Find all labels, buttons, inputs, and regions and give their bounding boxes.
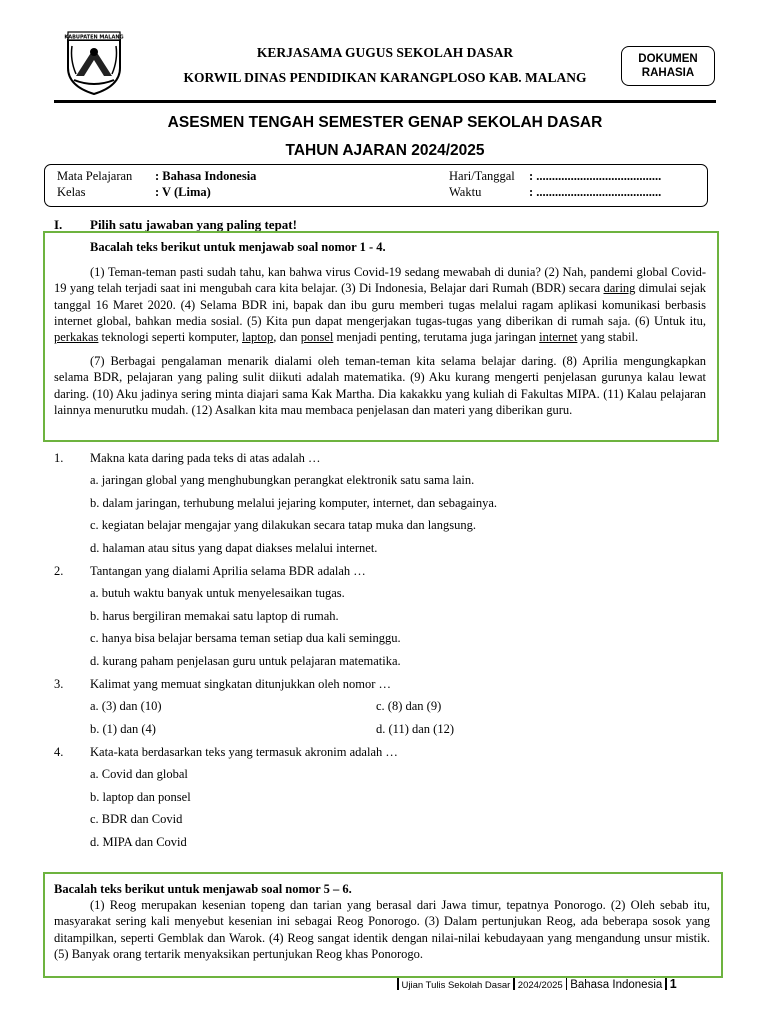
word-internet: internet <box>539 330 578 345</box>
section-number: I. <box>54 217 63 232</box>
reading-1-heading: Bacalah teks berikut untuk menjawab soal nomor 1 - 4. <box>90 240 386 254</box>
subject-value: : Bahasa Indonesia <box>155 169 257 183</box>
question-2-option-b[interactable]: b. harus bergiliran memakai satu laptop di rumah. <box>90 609 339 623</box>
footer-subject: Bahasa Indonesia <box>570 979 663 991</box>
reading-passage-1 <box>43 231 719 442</box>
subject-label: Mata Pelajaran <box>57 169 133 183</box>
question-1-option-b[interactable]: b. dalam jaringan, terhubung melalui jejaring komputer, internet, dan sebagainya. <box>90 496 498 510</box>
question-1-option-d[interactable]: d. halaman atau situs yang dapat diakses melalui internet. <box>90 541 378 555</box>
class-label: Kelas <box>57 185 86 199</box>
confidential-badge <box>621 46 715 86</box>
header-divider <box>54 100 716 103</box>
question-3-text: Kalimat yang memuat singkatan ditunjukkan oleh nomor … <box>90 677 391 691</box>
badge-line-1: DOKUMEN <box>638 53 698 65</box>
exam-title: ASESMEN TENGAH SEMESTER GENAP SEKOLAH DASAR <box>167 114 603 131</box>
info-row-2 <box>45 185 707 201</box>
badge-line-2: RAHASIA <box>641 67 695 79</box>
reading-1-paragraph-1: (1) Teman-teman pasti sudah tahu, kan bahwa virus Covid-19 sedang mewabah di dunia? (2) Nah, pandemi global Covid-19 yang telah terjadi saat ini mengubah cara kita belajar. (3) Di Indonesia, Belajar dari Rumah (BDR) secara daring dimulai sejak tanggal 16 Maret 2020. (4) Selama BDR ini, bapak dan ibu guru memberi tugas melalui ragam aplikasi komunikasi berbasis internet global, bahkan media sosial. (5) Kita pun dapat mengerjakan tugas-tugas yang diberikan di rumah saja. (6) Untuk itu, perkakas teknologi seperti komputer, laptop, dan ponsel menjadi penting, terutama juga jaringan internet yang stabil. <box>54 265 706 345</box>
question-3-option-a[interactable]: a. (3) dan (10) <box>90 699 162 713</box>
footer-separator <box>397 978 399 990</box>
logo-text: KABUPATEN MALANG <box>64 34 124 41</box>
question-4-text: Kata-kata berdasarkan teks yang termasuk akronim adalah … <box>90 745 398 759</box>
exam-info-box <box>44 164 708 207</box>
footer-separator <box>513 978 515 990</box>
question-2-option-c[interactable]: c. hanya bisa belajar bersama teman setiap dua kali seminggu. <box>90 631 401 645</box>
date-value[interactable]: : ........................................ <box>529 169 662 183</box>
date-label: Hari/Tanggal <box>449 169 515 183</box>
question-1-text: Makna kata daring pada teks di atas adalah … <box>90 451 321 465</box>
footer-exam: Ujian Tulis Sekolah Dasar <box>401 980 511 991</box>
question-4-option-c[interactable]: c. BDR dan Covid <box>90 812 183 826</box>
word-laptop: laptop <box>242 330 274 345</box>
word-daring: daring <box>603 281 636 296</box>
class-value: : V (Lima) <box>155 185 211 199</box>
reading-passage-2 <box>43 872 723 978</box>
question-3-option-b[interactable]: b. (1) dan (4) <box>90 722 156 736</box>
footer-separator <box>665 978 667 990</box>
header-line-2: KORWIL DINAS PENDIDIKAN KARANGPLOSO KAB. MALANG <box>183 70 587 85</box>
question-3-option-d[interactable]: d. (11) dan (12) <box>376 722 454 736</box>
word-ponsel: ponsel <box>300 330 334 345</box>
section-instruction: Pilih satu jawaban yang paling tepat! <box>90 217 297 232</box>
time-value[interactable]: : ........................................ <box>529 185 662 199</box>
footer-separator <box>566 978 568 990</box>
question-2-option-a[interactable]: a. butuh waktu banyak untuk menyelesaikan tugas. <box>90 586 345 600</box>
page-footer <box>394 977 677 991</box>
reading-2-paragraph-1: (1) Reog merupakan kesenian topeng dan tarian yang berasal dari Jawa timur, tepatnya Ponorogo. (2) Oleh sebab itu, masyarakat sering kali menyebut kesenian ini sebagai Reog Ponorogo. (3) Dalam pertunjukan Reog, ada beberapa sosok yang ditampilkan, seperti Gemblak dan Warok. (4) Reog sangat identik dengan nilai-nilai kebudayaan yang mengandung unsur mistik. (5) Banyak orang tertarik menyaksikan pertunjukan Reog khas Ponorogo. <box>54 898 710 961</box>
question-4-option-b[interactable]: b. laptop dan ponsel <box>90 790 191 804</box>
time-label: Waktu <box>449 185 482 199</box>
question-4-option-d[interactable]: d. MIPA dan Covid <box>90 835 187 849</box>
footer-year: 2024/2025 <box>517 980 563 991</box>
word-perkakas: perkakas <box>54 330 99 345</box>
question-1-number: 1. <box>54 451 64 465</box>
question-1-option-c[interactable]: c. kegiatan belajar mengajar yang dilakukan secara tatap muka dan langsung. <box>90 518 476 532</box>
kabupaten-malang-logo <box>64 30 124 96</box>
question-4-option-a[interactable]: a. Covid dan global <box>90 767 188 781</box>
academic-year-title: TAHUN AJARAN 2024/2025 <box>285 142 485 159</box>
reading-1-paragraph-2: (7) Berbagai pengalaman menarik dialami oleh teman-teman kita selama belajar daring. (8) Aprilia mengungkapkan selama BDR, pelajaran yang paling sulit diikuti adalah matematika. (9) Aku kurang mengerti penjelasan gurunya kalau lewat daring. (10) Aku jadinya sering minta diajari sama Kak Martha. Dia kakakku yang kuliah di Fakultas MIPA. (11) Kalau pelajaran lainnya menurutku mudah. (12) Asalkan kita mau membaca penjelasan dan materi yang diberikan guru. <box>54 354 706 417</box>
footer-page-number: 1 <box>669 977 677 991</box>
question-1-option-a[interactable]: a. jaringan global yang menghubungkan perangkat elektronik satu sama lain. <box>90 473 475 487</box>
header-line-1: KERJASAMA GUGUS SEKOLAH DASAR <box>256 45 514 60</box>
question-3-number: 3. <box>54 677 64 691</box>
question-2-option-d[interactable]: d. kurang paham penjelasan guru untuk pelajaran matematika. <box>90 654 401 668</box>
question-2-number: 2. <box>54 564 64 578</box>
question-3-option-c[interactable]: c. (8) dan (9) <box>376 699 442 713</box>
question-4-number: 4. <box>54 745 64 759</box>
info-row-1 <box>45 169 707 185</box>
question-2-text: Tantangan yang dialami Aprilia selama BDR adalah … <box>90 564 366 578</box>
reading-2-heading: Bacalah teks berikut untuk menjawab soal nomor 5 – 6. <box>54 882 352 896</box>
